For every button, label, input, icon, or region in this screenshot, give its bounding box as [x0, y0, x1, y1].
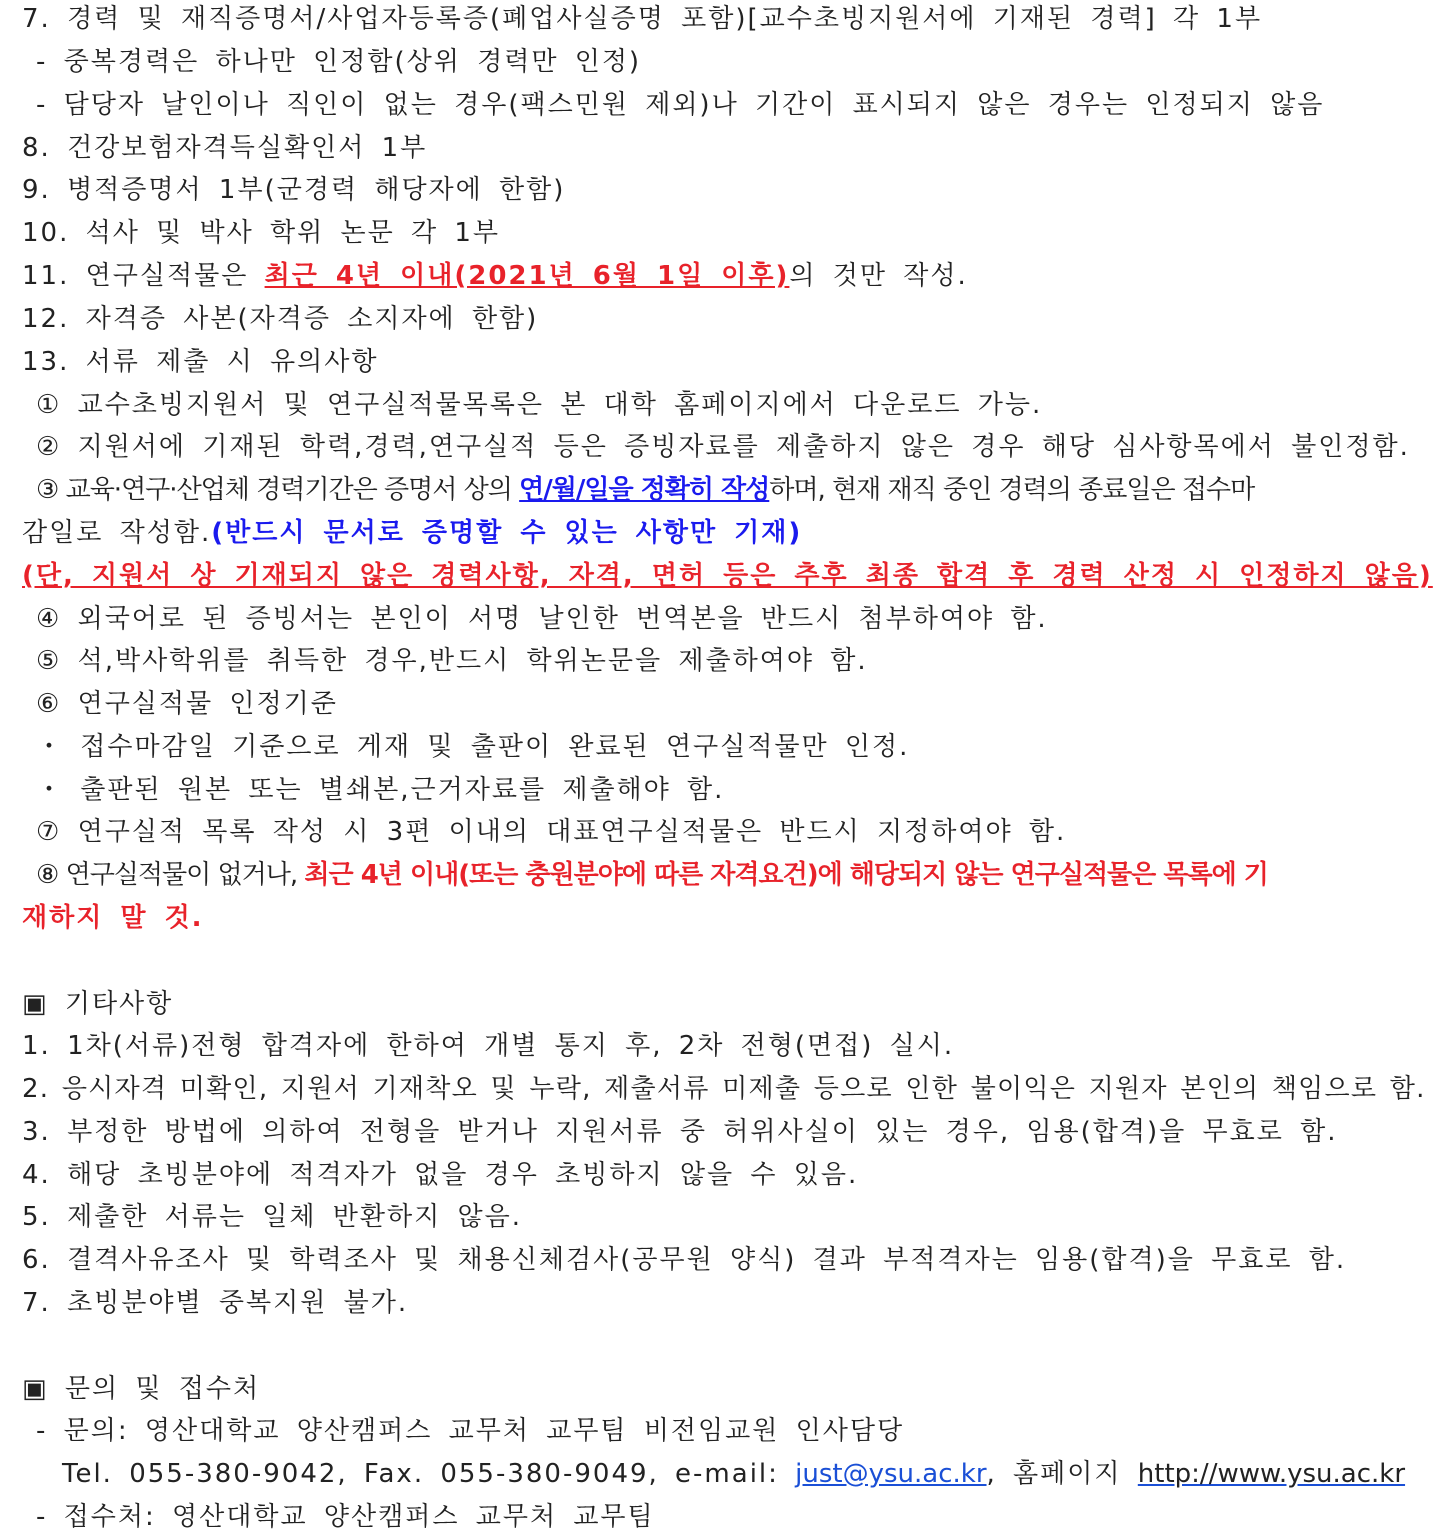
other-item-7: 7. 초빙분야별 중복지원 불가.: [22, 1288, 409, 1318]
item-11-suffix: 의 것만 작성.: [789, 261, 968, 291]
contact-heading: ▣ 문의 및 접수처: [22, 1374, 261, 1404]
contact-tel-fax: Tel. 055-380-9042, Fax. 055-380-9049, e-mail:: [62, 1459, 796, 1489]
other-heading: ▣ 기타사항: [22, 989, 174, 1019]
note-3-line-3: [22, 559, 1433, 593]
note-8: [36, 858, 1444, 892]
note-8-line-2-highlight: 재하지 말 것.: [22, 903, 204, 933]
item-7: 7. 경력 및 재직증명서/사업자등록증(폐업사실증명 포함)[교수초빙지원서에 기재된 경력] 각 1부: [22, 4, 1263, 34]
note-3-exclusion-highlight: (단, 지원서 상 기재되지 않은 경력사항, 자격, 면허 등은 추후 최종 합격 후 경력 산정 시 인정하지 않음): [22, 561, 1433, 591]
note-8-line-2: [22, 901, 204, 935]
criteria-bullet-2: ・ 출판된 원본 또는 별쇄본,근거자료를 제출해야 함.: [36, 775, 725, 805]
item-11: [22, 259, 968, 293]
other-item-5: 5. 제출한 서류는 일체 반환하지 않음.: [22, 1202, 523, 1232]
note-1: ① 교수초빙지원서 및 연구실적물목록은 본 대학 홈페이지에서 다운로드 가능.: [36, 390, 1043, 420]
note-7: ⑦ 연구실적 목록 작성 시 3편 이내의 대표연구실적물은 반드시 지정하여야 함.: [36, 817, 1067, 847]
email-link[interactable]: just@ysu.ac.kr: [795, 1459, 987, 1489]
contact-homepage-label: , 홈페이지: [986, 1459, 1138, 1489]
item-7-note-duplicate: - 중복경력은 하나만 인정함(상위 경력만 인정): [36, 47, 642, 77]
item-11-prefix: 11. 연구실적물은: [22, 261, 265, 291]
note-8-prefix: ⑧ 연구실적물이 없거나,: [36, 860, 305, 890]
other-item-4: 4. 해당 초빙분야에 적격자가 없을 경우 초빙하지 않을 수 있음.: [22, 1160, 859, 1190]
note-4: ④ 외국어로 된 증빙서는 본인이 서명 날인한 번역본을 반드시 첨부하여야 함.: [36, 604, 1048, 634]
note-5: ⑤ 석,박사학위를 취득한 경우,반드시 학위논문을 제출하여야 함.: [36, 646, 868, 676]
item-13: 13. 서류 제출 시 유의사항: [22, 347, 379, 377]
other-item-1: 1. 1차(서류)전형 합격자에 한하여 개별 통지 후, 2차 전형(면접) 실시.: [22, 1031, 955, 1061]
criteria-bullet-1: ・ 접수마감일 기준으로 게재 및 출판이 완료된 연구실적물만 인정.: [36, 732, 910, 762]
note-3: [36, 473, 1444, 507]
item-9: 9. 병적증명서 1부(군경력 해당자에 한함): [22, 175, 566, 205]
contact-reception: - 접수처: 영산대학교 양산캠퍼스 교무처 교무팀: [36, 1502, 655, 1532]
note-3-proof-highlight: (반드시 문서로 증명할 수 있는 사항만 기재): [211, 518, 803, 548]
item-7-note-seal: - 담당자 날인이나 직인이 없는 경우(팩스민원 제외)나 기간이 표시되지 않은 경우는 인정되지 않음: [36, 90, 1325, 120]
other-item-2: 2. 응시자격 미확인, 지원서 기재착오 및 누락, 제출서류 미제출 등으로 인한 불이익은 지원자 본인의 책임으로 함.: [22, 1074, 1426, 1104]
item-11-period-highlight: 최근 4년 이내(2021년 6월 1일 이후): [264, 261, 790, 291]
other-item-3: 3. 부정한 방법에 의하여 전형을 받거나 지원서류 중 허위사실이 있는 경우, 임용(합격)을 무효로 함.: [22, 1117, 1338, 1147]
note-3-line-2: [22, 516, 802, 550]
note-8-highlight: 최근 4년 이내(또는 충원분야에 따른 자격요건)에 해당되지 않는 연구실적물은 목록에 기: [304, 860, 1268, 890]
note-3-line-2-prefix: 감일로 작성함.: [22, 518, 212, 548]
note-3-suffix: 하며, 현재 재직 중인 경력의 종료일은 접수마: [769, 475, 1255, 505]
note-6: ⑥ 연구실적물 인정기준: [36, 689, 338, 719]
note-3-prefix: ③ 교육·연구·산업체 경력기간은 증명서 상의: [36, 475, 520, 505]
note-2: ② 지원서에 기재된 학력,경력,연구실적 등은 증빙자료를 제출하지 않은 경우 해당 심사항목에서 불인정함.: [36, 432, 1410, 462]
contact-details: [62, 1457, 1405, 1491]
item-12: 12. 자격증 사본(자격증 소지자에 한함): [22, 304, 539, 334]
item-10: 10. 석사 및 박사 학위 논문 각 1부: [22, 218, 501, 248]
contact-inquiry: - 문의: 영산대학교 양산캠퍼스 교무처 교무팀 비전임교원 인사담당: [36, 1416, 905, 1446]
homepage-link[interactable]: http://www.ysu.ac.kr: [1137, 1459, 1406, 1489]
item-8: 8. 건강보험자격득실확인서 1부: [22, 133, 428, 163]
note-3-date-highlight: 연/월/일을 정확히 작성: [519, 475, 770, 505]
other-item-6: 6. 결격사유조사 및 학력조사 및 채용신체검사(공무원 양식) 결과 부적격자는 임용(합격)을 무효로 함.: [22, 1245, 1347, 1275]
